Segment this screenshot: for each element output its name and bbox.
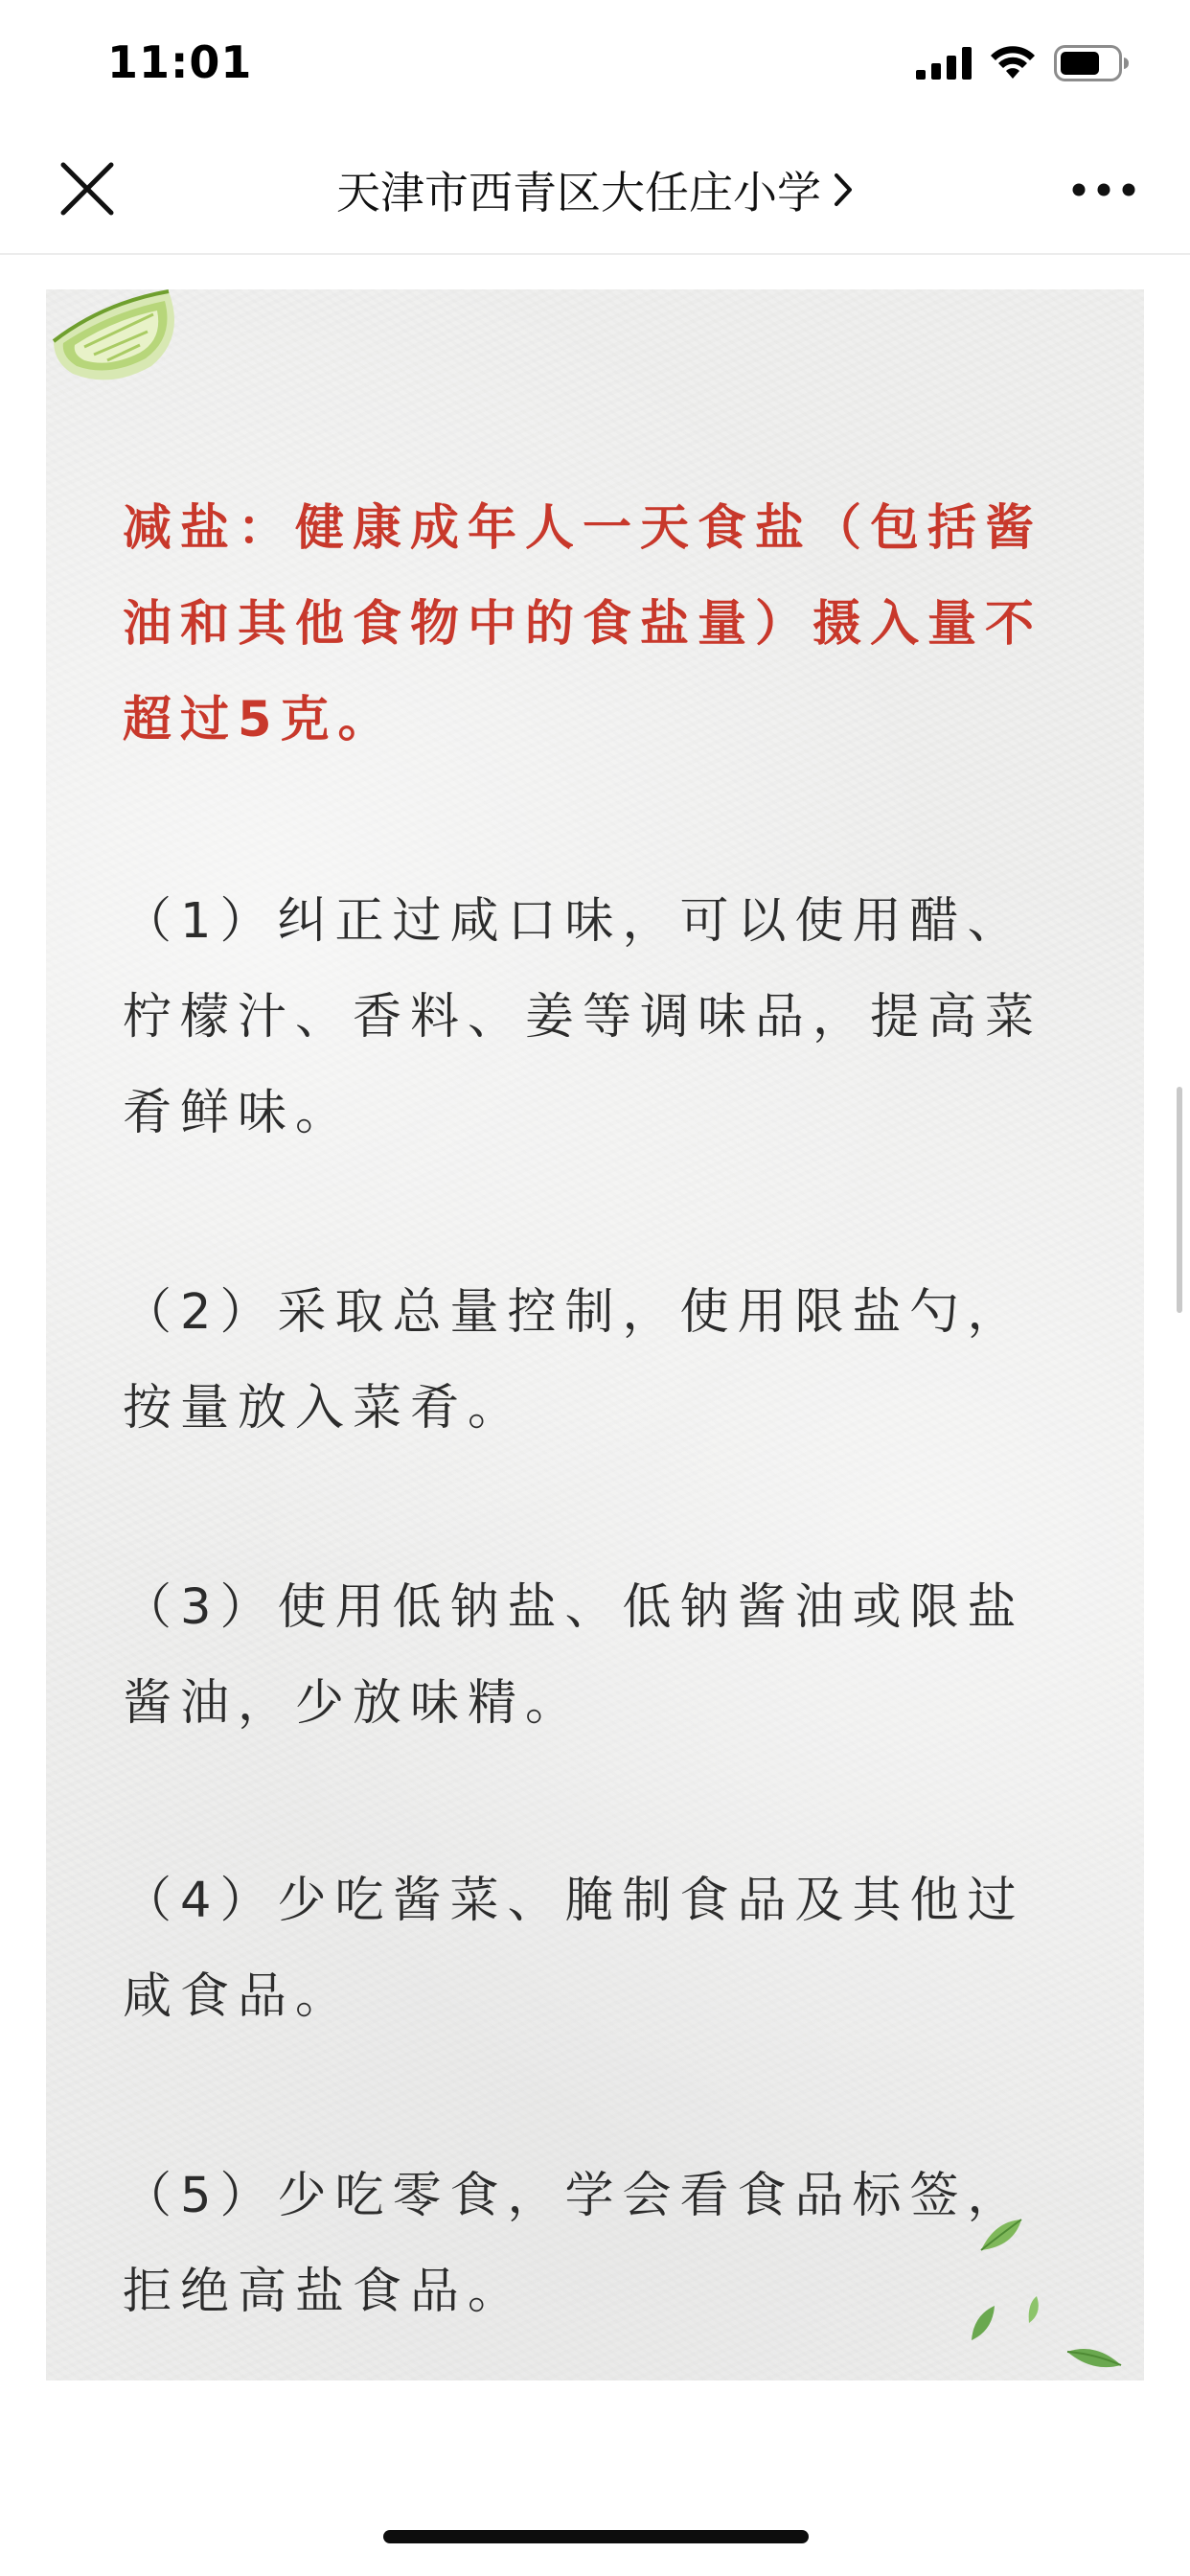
article-card bbox=[46, 289, 1144, 2380]
nav-bar bbox=[0, 126, 1190, 255]
lime-icon bbox=[46, 282, 180, 387]
close-icon[interactable] bbox=[56, 157, 119, 220]
account-title-link[interactable] bbox=[230, 153, 960, 226]
leaves-icon bbox=[952, 2208, 1144, 2380]
wifi-icon bbox=[989, 46, 1037, 80]
paragraph-2: （2）采取总量控制，使用限盐勺，按量放入菜肴。 bbox=[123, 1284, 1025, 1437]
status-time: 11:01 bbox=[107, 36, 253, 88]
battery-icon bbox=[1054, 45, 1131, 81]
paragraph-4: （4）少吃酱菜、腌制食品及其他过咸食品。 bbox=[123, 1873, 1025, 2025]
more-icon[interactable] bbox=[1069, 172, 1138, 207]
home-indicator[interactable] bbox=[383, 2530, 809, 2543]
chevron-right-icon bbox=[833, 172, 854, 208]
scrollbar[interactable] bbox=[1177, 1087, 1182, 1313]
article-heading: 减盐：健康成年人一天食盐（包括酱油和其他食物中的食盐量）摄入量不超过5克。 bbox=[123, 500, 1043, 748]
paragraph-1: （1）纠正过咸口味，可以使用醋、柠檬汁、香料、姜等调味品，提高菜肴鲜味。 bbox=[123, 893, 1043, 1141]
signal-icon bbox=[916, 47, 972, 80]
paragraph-3: （3）使用低钠盐、低钠酱油或限盐酱油，少放味精。 bbox=[123, 1579, 1025, 1732]
status-icons bbox=[916, 44, 1131, 82]
page-title: 天津市西青区大任庄小学 bbox=[336, 167, 821, 218]
status-bar bbox=[0, 0, 1190, 126]
paragraph-5: （5）少吃零食，学会看食品标签，拒绝高盐食品。 bbox=[123, 2168, 1025, 2320]
